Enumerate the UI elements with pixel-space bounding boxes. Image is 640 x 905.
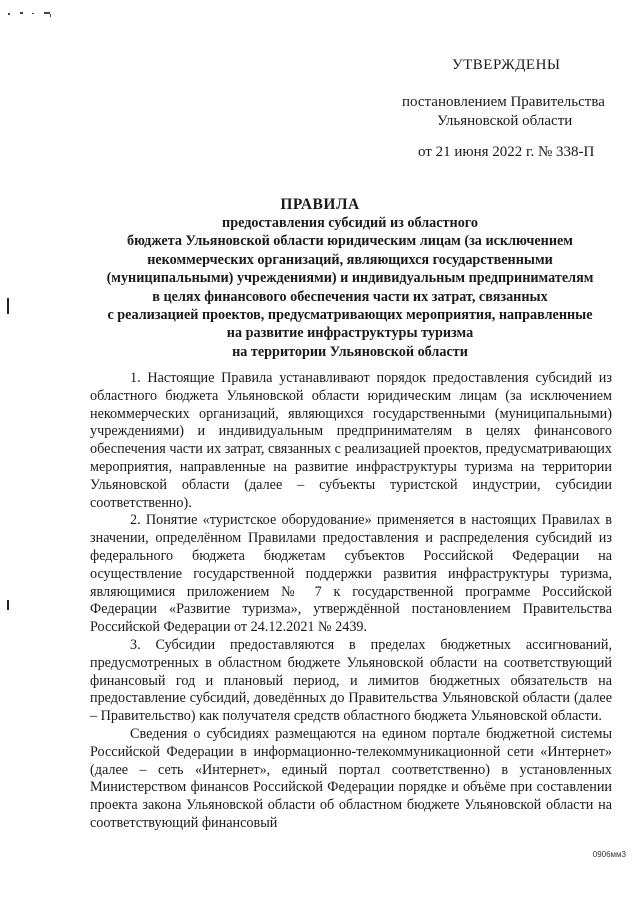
subtitle-line: бюджета Ульяновской области юридическим лицам (за исключением: [127, 233, 573, 250]
document-body: [90, 370, 612, 833]
margin-mark: [7, 298, 9, 314]
paragraph: 1. Настоящие Правила устанавливают порядок предоставления субсидий из областного бюджета Ульяновской области юридическим лицам (за исключением некоммерческих организаций, являющихся государственными (муниципальными) учреждениями) и индивидуальным предпринимателям в целях финансового обеспечения части их затрат, связанных с реализацией проектов, предусматривающих мероприятия, направленные на развитие инфраструктуры туризма на территории Ульяновской области (далее – субъекты туристской индустрии, субсидии соответственно).: [90, 370, 612, 511]
footer-code: 0906мм3: [592, 850, 626, 859]
subtitle-line: с реализацией проектов, предусматривающих мероприятия, направленные: [107, 307, 593, 324]
subtitle-line: (муниципальными) учреждениями) и индивидуальным предпринимателям: [106, 270, 594, 287]
paragraph: Сведения о субсидиях размещаются на едином портале бюджетной системы Российской Федерации в информационно-телекоммуникационной сети «Интернет» (далее – сеть «Интернет», единый портал соответственно) в установленных Министерством финансов Российской Федерации порядке и объёме при составлении проекта закона Ульяновской области об областном бюджете Ульяновской области на соответствующий финансовый: [90, 725, 612, 831]
decree-date: от 21 июня 2022 г. № 338-П: [418, 144, 595, 160]
subtitle-line: на территории Ульяновской области: [232, 343, 468, 360]
approved-label: УТВЕРЖДЕНЫ: [452, 57, 561, 73]
document-subtitle: [60, 214, 640, 361]
subtitle-line: на развитие инфраструктуры туризма: [226, 325, 474, 342]
subtitle-line: некоммерческих организаций, являющихся государственными: [147, 251, 553, 268]
paragraph: 3. Субсидии предоставляются в пределах бюджетных ассигнований, предусмотренных в областном бюджете Ульяновской области на соответствующий финансовый год и плановый период, и лимитов бюджетных обязательств на предоставление субсидий, доведённых до Правительства Ульяновской области (далее – Правительство) как получателя средств областного бюджета Ульяновской области.: [90, 636, 612, 725]
document-title: ПРАВИЛА: [280, 196, 360, 213]
subtitle-line: в целях финансового обеспечения части их затрат, связанных: [152, 288, 548, 305]
decree-line-1: постановлением Правительства: [402, 94, 605, 110]
margin-mark: [7, 600, 9, 610]
paragraph: 2. Понятие «туристское оборудование» применяется в настоящих Правилах в значении, определённом Правилами предоставления и распределения субсидий из федерального бюджета бюджетам субъектов Российской Федерации на осуществление государственной поддержки развития инфраструктуры туризма, являющимися приложением № 7 к государственной программе Российской Федерации «Развитие туризма», утверждённой постановлением Правительства Российской Федерации от 24.12.2021 № 2439.: [90, 512, 612, 636]
subtitle-line: предоставления субсидий из областного: [222, 215, 478, 231]
scan-corner-marks: [6, 6, 66, 20]
decree-line-2: Ульяновской области: [437, 113, 573, 129]
